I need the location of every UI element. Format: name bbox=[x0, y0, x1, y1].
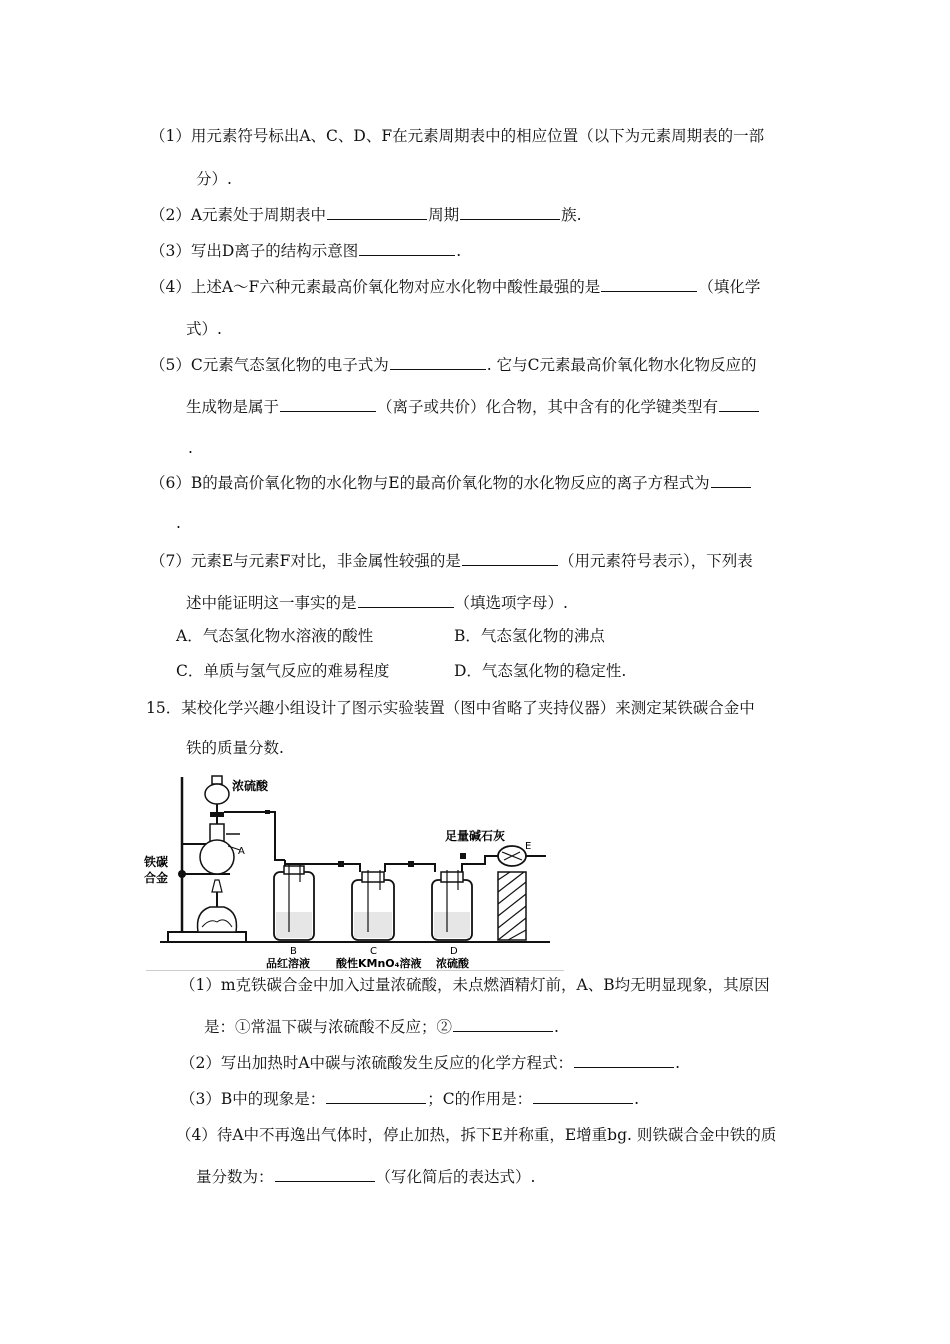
apparatus-figure bbox=[140, 772, 560, 970]
answer-blank[interactable] bbox=[327, 204, 427, 220]
q14-part5-line3: . bbox=[188, 439, 193, 457]
label-b: B bbox=[290, 946, 297, 957]
answer-blank[interactable] bbox=[462, 550, 558, 566]
bottle-c bbox=[352, 870, 394, 940]
q14-part4-line2: 式）. bbox=[186, 320, 222, 338]
q15-part1-line2: 是：①常温下碳与浓硫酸不反应；② . bbox=[204, 1018, 559, 1036]
label-e: E bbox=[525, 841, 532, 852]
q14-part5-line2: 生成物是属于 （离子或共价）化合物，其中含有的化学键类型有 bbox=[186, 396, 760, 418]
q14-part5-line1: （5）C元素气态氢化物的电子式为 . 它与C元素最高价氧化物水化物反应的 bbox=[150, 356, 757, 374]
q15-stem-line2: 铁的质量分数. bbox=[186, 739, 284, 757]
q14-part7-line2: 述中能证明这一事实的是 （填选项字母）. bbox=[186, 594, 568, 612]
q15-part2: （2）写出加热时A中碳与浓硫酸发生反应的化学方程式： . bbox=[180, 1054, 680, 1072]
answer-blank[interactable] bbox=[275, 1166, 375, 1182]
answer-blank[interactable] bbox=[601, 276, 697, 292]
label-conc-acid: 浓硫酸 bbox=[232, 779, 269, 793]
q14-part7-line1: （7）元素E与元素F对比，非金属性较强的是 （用元素符号表示），下列表 bbox=[150, 552, 753, 570]
q14-part6-line1: （6）B的最高价氧化物的水化物与E的最高价氧化物的水化物反应的离子方程式为 bbox=[150, 472, 752, 494]
answer-blank[interactable] bbox=[711, 472, 751, 488]
answer-blank[interactable] bbox=[574, 1052, 674, 1068]
answer-blank[interactable] bbox=[533, 1088, 633, 1104]
q14-part1-line2: 分）. bbox=[196, 170, 232, 188]
option-a: A．气态氢化物水溶液的酸性 bbox=[176, 627, 374, 645]
answer-blank[interactable] bbox=[390, 354, 486, 370]
label-c-name: 酸性KMnO₄溶液 bbox=[336, 957, 422, 970]
q14-part6-line2: . bbox=[176, 514, 181, 532]
label-d-name: 浓硫酸 bbox=[436, 957, 469, 970]
q15-stem-line1: 15．某校化学兴趣小组设计了图示实验装置（图中省略了夹持仪器）来测定某铁碳合金中 bbox=[146, 699, 755, 717]
label-c: C bbox=[370, 946, 377, 957]
q15-part3: （3）B中的现象是： ；C的作用是： . bbox=[180, 1090, 640, 1108]
bottle-d bbox=[432, 870, 472, 940]
option-b: B．气态氢化物的沸点 bbox=[454, 627, 605, 645]
label-b-name: 品红溶液 bbox=[266, 957, 310, 970]
label-d: D bbox=[450, 946, 458, 957]
q15-part1-line1: （1）m克铁碳合金中加入过量浓硫酸，未点燃酒精灯前，A、B均无明显现象，其原因 bbox=[180, 976, 770, 994]
label-soda-lime: 足量碱石灰 bbox=[445, 829, 506, 843]
answer-blank[interactable] bbox=[358, 592, 454, 608]
q14-part2: （2）A元素处于周期表中 周期 族. bbox=[150, 206, 582, 224]
option-c: C．单质与氢气反应的难易程度 bbox=[176, 662, 390, 680]
q15-part4-line1: （4）待A中不再逸出气体时，停止加热，拆下E并称重，E增重bg. 则铁碳合金中铁的质 bbox=[176, 1126, 777, 1144]
answer-blank[interactable] bbox=[359, 240, 455, 256]
q14-part3: （3）写出D离子的结构示意图 . bbox=[150, 242, 462, 260]
answer-blank[interactable] bbox=[453, 1016, 553, 1032]
label-alloy-2: 合金 bbox=[144, 871, 169, 885]
q14-part4-line1: （4）上述A～F六种元素最高价氧化物对应水化物中酸性最强的是 （填化学 bbox=[150, 278, 761, 296]
answer-blank[interactable] bbox=[719, 396, 759, 412]
figure-divider bbox=[146, 970, 564, 971]
label-a: A bbox=[238, 846, 245, 857]
q14-part1-line1: （1）用元素符号标出A、C、D、F在元素周期表中的相应位置（以下为元素周期表的一部 bbox=[150, 127, 765, 145]
q15-part4-line2: 量分数为： （写化简后的表达式）. bbox=[196, 1168, 536, 1186]
answer-blank[interactable] bbox=[280, 396, 376, 412]
bottle-b bbox=[274, 864, 314, 940]
label-alloy-1: 铁碳 bbox=[144, 855, 169, 869]
option-d: D．气态氢化物的稳定性. bbox=[454, 662, 627, 680]
answer-blank[interactable] bbox=[326, 1088, 426, 1104]
answer-blank[interactable] bbox=[460, 204, 560, 220]
